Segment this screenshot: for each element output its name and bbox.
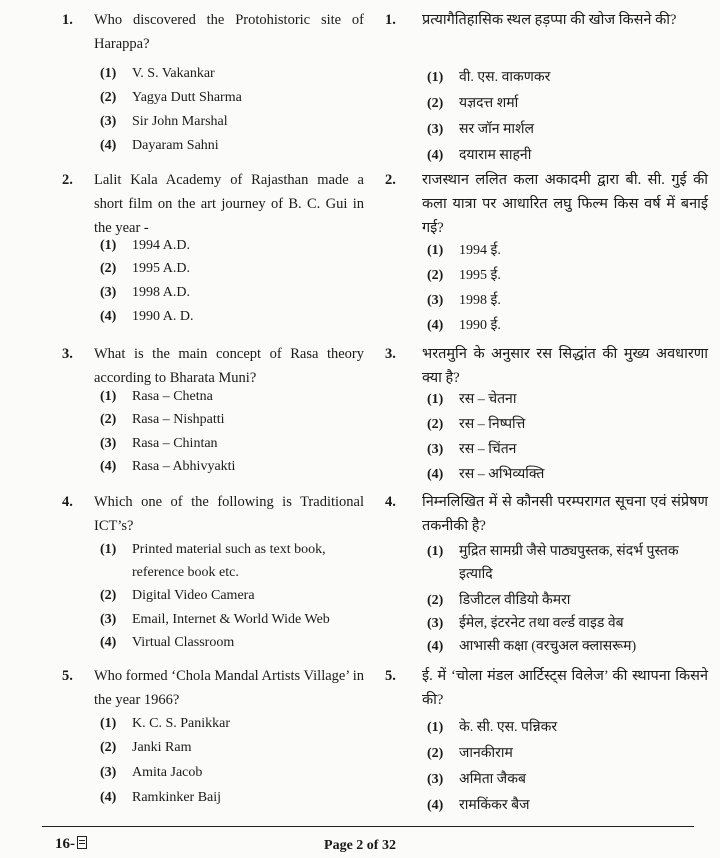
option-2: (2) 1995 ई. xyxy=(427,268,501,283)
option-2: (2) Digital Video Camera xyxy=(100,588,255,603)
option-3: (3) Rasa – Chintan xyxy=(100,436,218,451)
question-number: 2. xyxy=(62,172,73,188)
question-text: Who formed ‘Chola Mandal Artists Village’ in the year 1966? xyxy=(94,668,365,708)
booklet-code: 16- xyxy=(55,836,87,853)
option-3: (3) 1998 A.D. xyxy=(100,285,190,300)
option-3: (3) 1998 ई. xyxy=(427,293,501,308)
option-1: (1) 1994 A.D. xyxy=(100,238,190,253)
option-1: (1) Printed material such as text book, reference book etc. xyxy=(100,542,326,580)
option-1: (1) Rasa – Chetna xyxy=(100,389,213,404)
option-3: (3) रस – चिंतन xyxy=(427,442,517,457)
option-3: (3) Amita Jacob xyxy=(100,765,203,780)
footer-divider xyxy=(42,826,694,827)
option-1: (1) K. C. S. Panikkar xyxy=(100,716,230,731)
option-3: (3) Sir John Marshal xyxy=(100,114,228,129)
question-text: प्रत्यागैतिहासिक स्थल हड़प्पा की खोज किसने की? xyxy=(422,12,677,28)
option-2: (2) रस – निष्पत्ति xyxy=(427,417,526,432)
question-number: 5. xyxy=(385,668,396,684)
option-1: (1) वी. एस. वाकणकर xyxy=(427,70,551,85)
option-1: (1) के. सी. एस. पन्निकर xyxy=(427,720,558,735)
option-1: (1) मुद्रित सामग्री जैसे पाठ्यपुस्तक, संदर्भ पुस्तक इत्यादि xyxy=(427,544,679,582)
question-number: 3. xyxy=(385,346,396,362)
option-4: (4) 1990 A. D. xyxy=(100,309,194,324)
option-4: (4) Rasa – Abhivyakti xyxy=(100,459,236,474)
question-number: 4. xyxy=(385,494,396,510)
option-1: (1) V. S. Vakankar xyxy=(100,66,215,81)
question-text: भरतमुनि के अनुसार रस सिद्धांत की मुख्य अवधारणा क्या है? xyxy=(422,346,708,386)
question-number: 4. xyxy=(62,494,73,510)
question-number: 5. xyxy=(62,668,73,684)
question-number: 3. xyxy=(62,346,73,362)
question-text: निम्नलिखित में से कौनसी परम्परागत सूचना एवं संप्रेषण तकनीकी है? xyxy=(422,494,708,534)
option-4: (4) Dayaram Sahni xyxy=(100,138,219,153)
question-text: Lalit Kala Academy of Rajasthan made a short film on the art journey of B. C. Gui in the year - xyxy=(94,172,364,236)
page-indicator: Page 2 of 32 xyxy=(324,838,396,853)
question-text: ई. में ‘चोला मंडल आर्टिस्ट्स विलेज’ की स्थापना किसने की? xyxy=(422,668,708,708)
option-4: (4) Virtual Classroom xyxy=(100,635,235,650)
question-number: 2. xyxy=(385,172,396,188)
option-2: (2) यज्ञदत्त शर्मा xyxy=(427,96,519,111)
option-4: (4) रस – अभिव्यक्ति xyxy=(427,467,545,482)
option-2: (2) 1995 A.D. xyxy=(100,261,190,276)
option-2: (2) Janki Ram xyxy=(100,740,192,755)
question-number: 1. xyxy=(385,12,396,28)
question-text: Which one of the following is Traditional ICT’s? xyxy=(94,494,364,534)
question-number: 1. xyxy=(62,12,73,28)
option-4: (4) आभासी कक्षा (वरचुअल क्लासरूम) xyxy=(427,639,637,654)
option-1: (1) 1994 ई. xyxy=(427,243,501,258)
option-3: (3) Email, Internet & World Wide Web xyxy=(100,612,330,627)
option-4: (4) 1990 ई. xyxy=(427,318,501,333)
option-4: (4) Ramkinker Baij xyxy=(100,790,222,805)
option-3: (3) अमिता जैकब xyxy=(427,772,526,787)
option-2: (2) जानकीराम xyxy=(427,746,513,761)
option-2: (2) Yagya Dutt Sharma xyxy=(100,90,242,105)
question-text: Who discovered the Protohistoric site of Harappa? xyxy=(94,12,364,52)
option-3: (3) सर जॉन मार्शल xyxy=(427,122,534,137)
option-2: (2) Rasa – Nishpatti xyxy=(100,412,225,427)
question-text: राजस्थान ललित कला अकादमी द्वारा बी. सी. गुई की कला यात्रा पर आधारित लघु फिल्म किस वर्ष में बनाई गई? xyxy=(422,172,708,236)
question-text: What is the main concept of Rasa theory according to Bharata Muni? xyxy=(94,346,364,386)
option-4: (4) दयाराम साहनी xyxy=(427,148,532,163)
option-2: (2) डिजीटल वीडियो कैमरा xyxy=(427,593,571,608)
option-3: (3) ईमेल, इंटरनेट तथा वर्ल्ड वाइड वेब xyxy=(427,616,624,631)
option-4: (4) रामकिंकर बैज xyxy=(427,798,530,813)
option-1: (1) रस – चेतना xyxy=(427,392,517,407)
